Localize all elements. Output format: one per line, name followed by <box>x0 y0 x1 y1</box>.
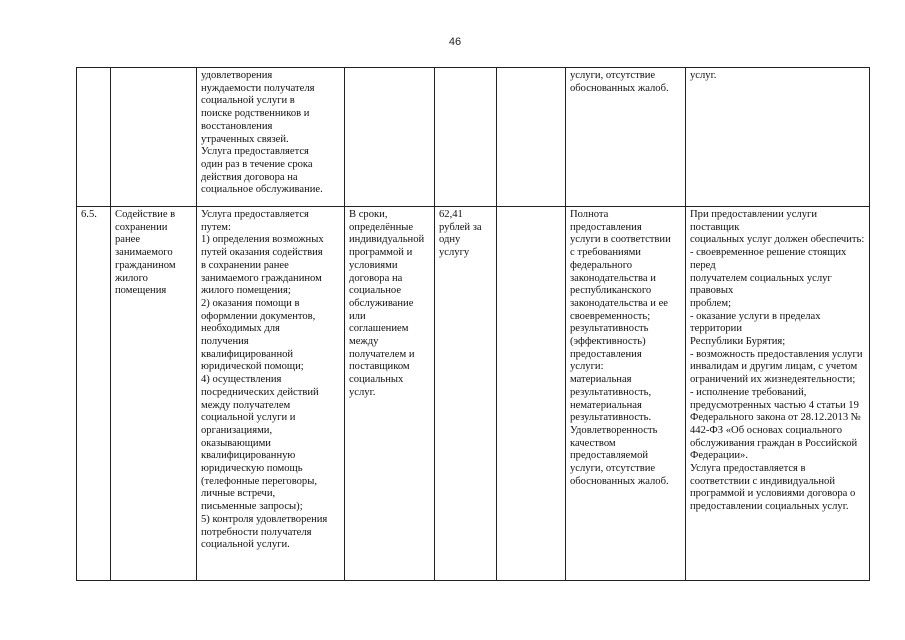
cell-terms: В сроки, определённые индивидуальной программой и условиями договора на социальное обслуживание или соглашением между получателем и поставщиком социальных услуг. <box>345 207 435 581</box>
cell-quality-indicators: Полнота предоставления услуги в соответствии с требованиями федерального законодательства и республиканского законодательства и ее своевременность; результативность (эффективность) предоставления услуги: материальная результативность, нематериальная результативность. Удовлетворенность качеством предоставляемой услуги, отсутствие обоснованных жалоб. <box>566 207 686 581</box>
cell-tariff: 62,41 рублей за одну услугу <box>435 207 497 581</box>
cell-empty <box>497 68 566 207</box>
cell-tariff <box>435 68 497 207</box>
cell-empty <box>497 207 566 581</box>
cell-service-name: Содействие в сохранении ранее занимаемого гражданином жилого помещения <box>111 207 197 581</box>
cell-service-content: удовлетворения нуждаемости получателя социальной услуги в поиске родственников и восстановления утраченных связей. Услуга предоставляется один раз в течение срока действия договора на социальное обслуживание. <box>197 68 345 207</box>
cell-quality-indicators: услуги, отсутствие обоснованных жалоб. <box>566 68 686 207</box>
cell-terms <box>345 68 435 207</box>
cell-service-name <box>111 68 197 207</box>
cell-number: 6.5. <box>77 207 111 581</box>
cell-service-content: Услуга предоставляется путем: 1) определения возможных путей оказания содействия в сохранении ранее занимаемого гражданином жилого помещения; 2) оказания помощи в оформлении документов, необходимых для получения квалифицированной юридической помощи; 4) осуществления посреднических действий между получателем социальной услуги и организациями, оказывающими квалифицированную юридическую помощь (телефонные переговоры, личные встречи, письменные запросы); 5) контроля удовлетворения потребности получателя социальной услуги. <box>197 207 345 581</box>
cell-conditions: При предоставлении услуги поставщик социальных услуг должен обеспечить: - своевременное решение стоящих перед получателем социальных услуг правовых проблем; - оказание услуги в пределах территории Республики Бурятия; - возможность предоставления услуги инвалидам и другим лицам, с учетом ограничений их жизнедеятельности; - исполнение требований, предусмотренных частью 4 статьи 19 Федерального закона от 28.12.2013 № 442-ФЗ «Об основах социального обслуживания граждан в Российской Федерации». Услуга предоставляется в соответствии с индивидуальной программой и условиями договора о предоставлении социальных услуг. <box>686 207 870 581</box>
table-row <box>77 68 870 207</box>
page-number: 46 <box>448 36 462 48</box>
services-table <box>76 67 870 581</box>
cell-number <box>77 68 111 207</box>
table-row <box>77 207 870 581</box>
cell-conditions: услуг. <box>686 68 870 207</box>
